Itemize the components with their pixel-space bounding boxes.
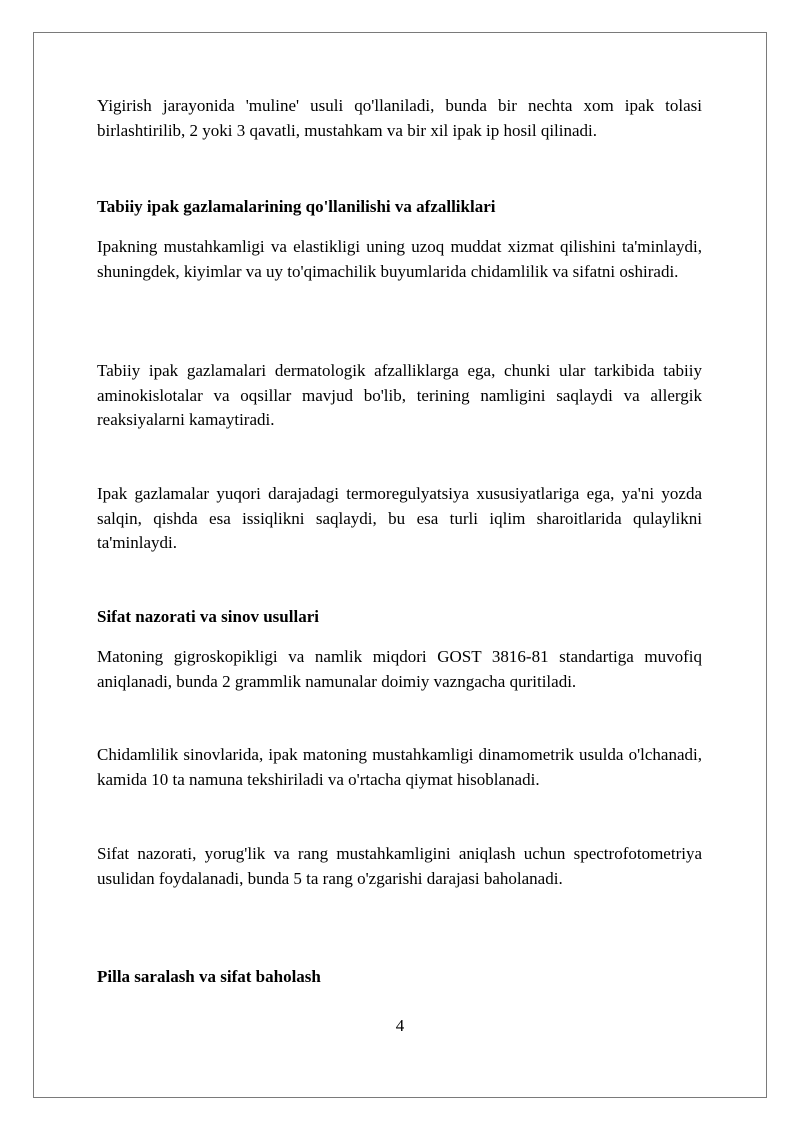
paragraph-silk-durability: Ipakning mustahkamligi va elastikligi uning uzoq muddat xizmat qilishini ta'minlaydi, shuningdek, kiyimlar va uy to'qimachilik buyumlarida chidamlilik va sifatni oshiradi.: [97, 237, 702, 281]
section-heading-quality-control: Sifat nazorati va sinov usullari: [97, 607, 319, 626]
section-heading-applications: Tabiiy ipak gazlamalarining qo'llanilishi va afzalliklari: [97, 197, 496, 216]
page-number: 4: [395, 1016, 405, 1035]
paragraph-hygroscopicity-test: Matoning gigroskopikligi va namlik miqdori GOST 3816-81 standartiga muvofiq aniqlanadi, bunda 2 grammlik namunalar doimiy vazngacha quritiladi.: [97, 647, 702, 691]
paragraph-spectrophotometry: Sifat nazorati, yorug'lik va rang mustahkamligini aniqlash uchun spectrofotometriya usulidan foydalanadi, bunda 5 ta rang o'zgarishi darajasi baholanadi.: [97, 844, 702, 888]
paragraph-thermoregulation: Ipak gazlamalar yuqori darajadagi termoregulyatsiya xususiyatlariga ega, ya'ni yozda salqin, qishda esa issiqlikni saqlaydi, bu esa turli iqlim sharoitlarida qulaylikni ta'minlaydi.: [97, 484, 702, 552]
section-heading-cocoon-sorting: Pilla saralash va sifat baholash: [97, 967, 321, 986]
paragraph-muline-spinning: Yigirish jarayonida 'muline' usuli qo'llaniladi, bunda bir nechta xom ipak tolasi birlashtirilib, 2 yoki 3 qavatli, mustahkam va bir xil ipak ip hosil qilinadi.: [97, 96, 702, 140]
paragraph-dermatological-benefits: Tabiiy ipak gazlamalari dermatologik afzalliklarga ega, chunki ular tarkibida tabiiy aminokislotalar va oqsillar mavjud bo'lib, terining namligini saqlaydi va allergik reaksiyalarni kamaytiradi.: [97, 361, 702, 429]
paragraph-durability-test: Chidamlilik sinovlarida, ipak matoning mustahkamligi dinamometrik usulda o'lchanadi, kamida 10 ta namuna tekshiriladi va o'rtacha qiymat hisoblanadi.: [97, 745, 702, 789]
page-frame: [33, 32, 767, 1098]
